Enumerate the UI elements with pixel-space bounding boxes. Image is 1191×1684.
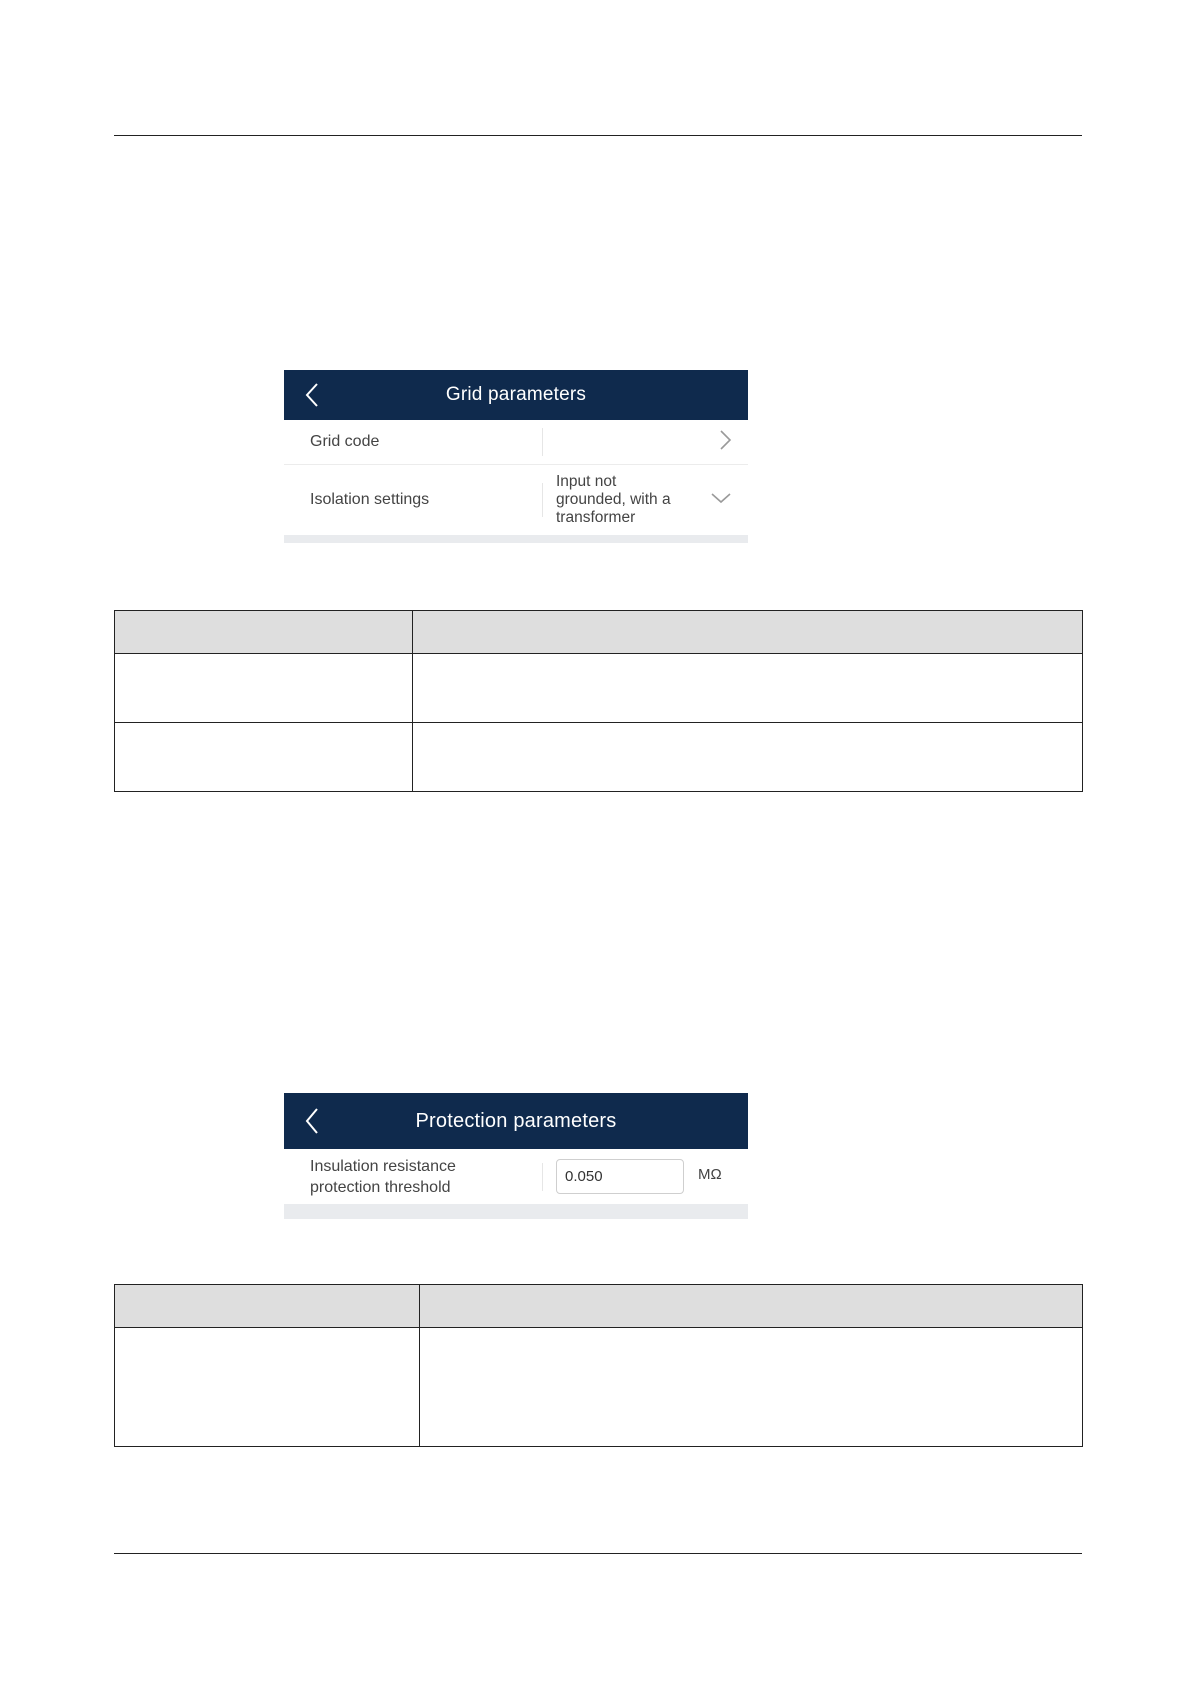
insulation-threshold-label (310, 1156, 456, 1198)
grid-code-row[interactable] (284, 420, 748, 465)
table-row (115, 654, 1083, 723)
isolation-value-line: Input not (556, 473, 617, 490)
grid-code-label: Grid code (310, 433, 380, 450)
table-cell (413, 654, 1083, 723)
divider (542, 483, 543, 517)
table-cell (413, 723, 1083, 792)
table-header-row (115, 611, 1083, 654)
header-rule (114, 135, 1082, 136)
table-header-cell (115, 611, 413, 654)
table-header-cell (115, 1285, 420, 1328)
parameter-table (114, 1284, 1083, 1447)
table-cell (420, 1328, 1083, 1447)
page-title: Grid parameters (445, 384, 587, 405)
insulation-threshold-input[interactable] (556, 1159, 684, 1194)
label-line: Insulation resistance (310, 1157, 456, 1175)
chevron-left-icon (304, 382, 320, 408)
table-row (115, 1328, 1083, 1447)
parameter-table (114, 610, 1083, 792)
isolation-value-line: transformer (556, 509, 636, 526)
protection-parameters-titlebar (284, 1093, 748, 1149)
unit-label: MΩ (698, 1166, 722, 1183)
label-line: protection threshold (310, 1178, 451, 1196)
table-cell (115, 654, 413, 723)
panel-footer-band (284, 535, 748, 543)
page-title: Protection parameters (415, 1109, 617, 1132)
table-header-cell (420, 1285, 1083, 1328)
divider (542, 428, 543, 456)
table-header-row (115, 1285, 1083, 1328)
insulation-threshold-row (284, 1149, 748, 1204)
protection-parameters-panel (284, 1093, 748, 1219)
grid-parameters-titlebar (284, 370, 748, 420)
table-cell (115, 1328, 420, 1447)
isolation-settings-row[interactable] (284, 465, 748, 535)
divider (542, 1163, 543, 1191)
grid-parameters-panel (284, 370, 748, 543)
table-header-cell (413, 611, 1083, 654)
isolation-value-line: grounded, with a (556, 491, 671, 508)
table-row (115, 723, 1083, 792)
table-cell (115, 723, 413, 792)
chevron-down-icon[interactable] (710, 491, 732, 510)
footer-rule (114, 1553, 1082, 1554)
isolation-settings-label: Isolation settings (310, 491, 430, 508)
back-button[interactable] (298, 370, 326, 420)
back-button[interactable] (298, 1093, 326, 1149)
chevron-right-icon[interactable] (718, 429, 732, 456)
panel-footer-band (284, 1204, 748, 1219)
isolation-settings-value (556, 473, 671, 527)
chevron-left-icon (304, 1107, 320, 1135)
